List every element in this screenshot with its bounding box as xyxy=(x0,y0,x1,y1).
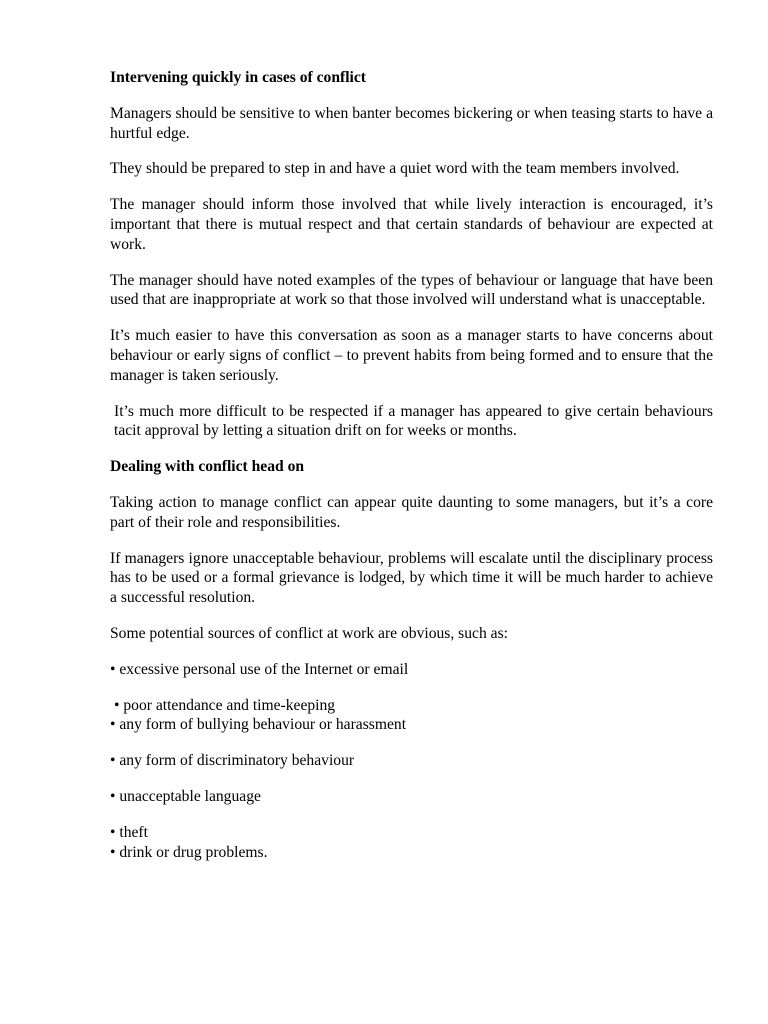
paragraph: It’s much easier to have this conversation as soon as a manager starts to have concerns about behaviour or early signs of conflict – to prevent habits from being formed and to ensure that the manager is taken seriously. xyxy=(110,327,713,384)
list-item: • drink or drug problems. xyxy=(110,843,268,861)
list-item: • poor attendance and time-keeping xyxy=(114,696,336,714)
section-heading-dealing: Dealing with conflict head on xyxy=(110,458,305,476)
section-heading-intervening: Intervening quickly in cases of conflict xyxy=(110,69,366,86)
paragraph: They should be prepared to step in and have a quiet word with the team members involved. xyxy=(110,160,680,178)
list-item: • any form of bullying behaviour or harassment xyxy=(110,716,407,734)
paragraph: Taking action to manage conflict can appear quite daunting to some managers, but it’s a core part of their role and responsibilities. xyxy=(110,493,713,531)
list-item: • any form of discriminatory behaviour xyxy=(110,752,355,770)
list-item: • excessive personal use of the Internet or email xyxy=(110,660,409,678)
paragraph: The manager should inform those involved that while lively interaction is encouraged, it’s important that there is mutual respect and that certain standards of behaviour are expected at work. xyxy=(110,196,713,253)
paragraph: It’s much more difficult to be respected if a manager has appeared to give certain behaviours tacit approval by letting a situation drift on for weeks or months. xyxy=(114,402,713,440)
paragraph: If managers ignore unacceptable behaviour, problems will escalate until the disciplinary process has to be used or a formal grievance is lodged, by which time it will be much harder to achieve a successful resolution. xyxy=(110,549,713,607)
list-item: • unacceptable language xyxy=(110,787,261,805)
paragraph: Some potential sources of conflict at work are obvious, such as: xyxy=(110,624,508,642)
document-page xyxy=(110,68,713,862)
paragraph: The manager should have noted examples of the types of behaviour or language that have been used that are inappropriate at work so that those involved will understand what is unacceptable. xyxy=(110,271,713,309)
list-item: • theft xyxy=(110,823,148,841)
paragraph: Managers should be sensitive to when banter becomes bickering or when teasing starts to have a hurtful edge. xyxy=(110,104,713,142)
